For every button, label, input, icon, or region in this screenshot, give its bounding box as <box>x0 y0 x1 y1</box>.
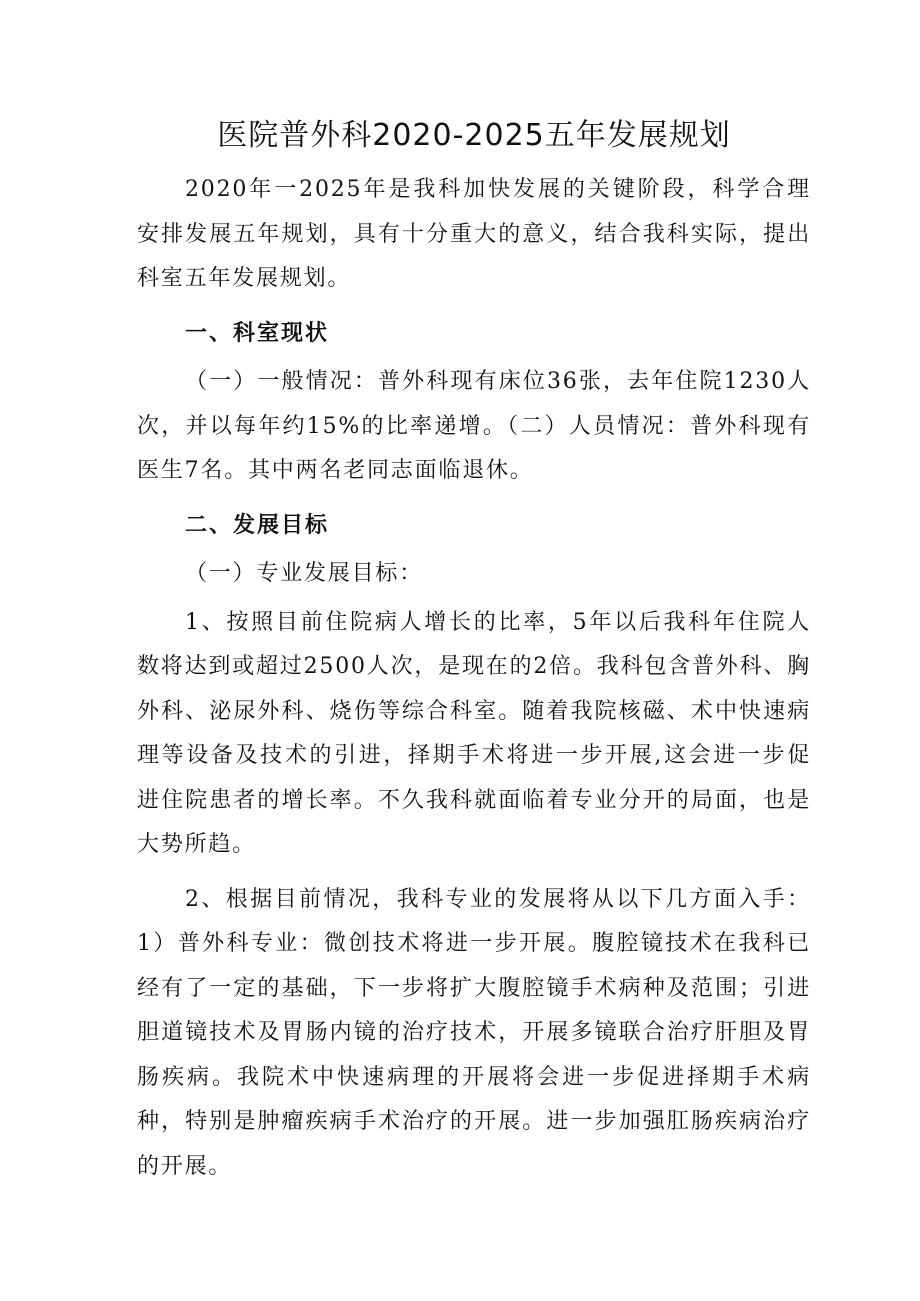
document-title: 医院普外科2020-2025五年发展规划 <box>217 118 731 153</box>
goals-item-1: 1、按照目前住院病人增长的比率，5年以后我科年住院人数将达到或超过2500人次，是现在的2倍。我科包含普外科、胸外科、泌尿外科、烧伤等综合科室。随着我院核磁、术中快速病理等设备及技术的引进，择期手术将进一步开展,这会进一步促进住院患者的增长率。不久我科就面临着专业分开的局面，也是大势所趋。 <box>137 609 811 857</box>
section-heading-status: 一、科室现状 <box>185 320 330 346</box>
goals-item-2: 2、根据目前情况，我科专业的发展将从以下几方面入手：1）普外科专业：微创技术将进一步开展。腹腔镜技术在我科已经有了一定的基础，下一步将扩大腹腔镜手术病种及范围；引进胆道镜技术及胃肠内镜的治疗技术，开展多镜联合治疗肝胆及胃肠疾病。我院术中快速病理的开展将会进一步促进择期手术病种，特别是肿瘤疾病手术治疗的开展。进一步加强肛肠疾病治疗的开展。 <box>137 886 811 1179</box>
status-paragraph: （一）一般情况：普外科现有床位36张，去年住院1230人次，并以每年约15%的比率递增。（二）人员情况：普外科现有医生7名。其中两名老同志面临退休。 <box>137 369 811 483</box>
goals-subheading: （一）专业发展目标： <box>185 561 424 586</box>
document-body <box>137 108 811 1189</box>
intro-paragraph: 2020年一2025年是我科加快发展的关键阶段，科学合理安排发展五年规划，具有十分重大的意义，结合我科实际，提出科室五年发展规划。 <box>137 177 811 291</box>
section-heading-goals: 二、发展目标 <box>185 512 330 538</box>
